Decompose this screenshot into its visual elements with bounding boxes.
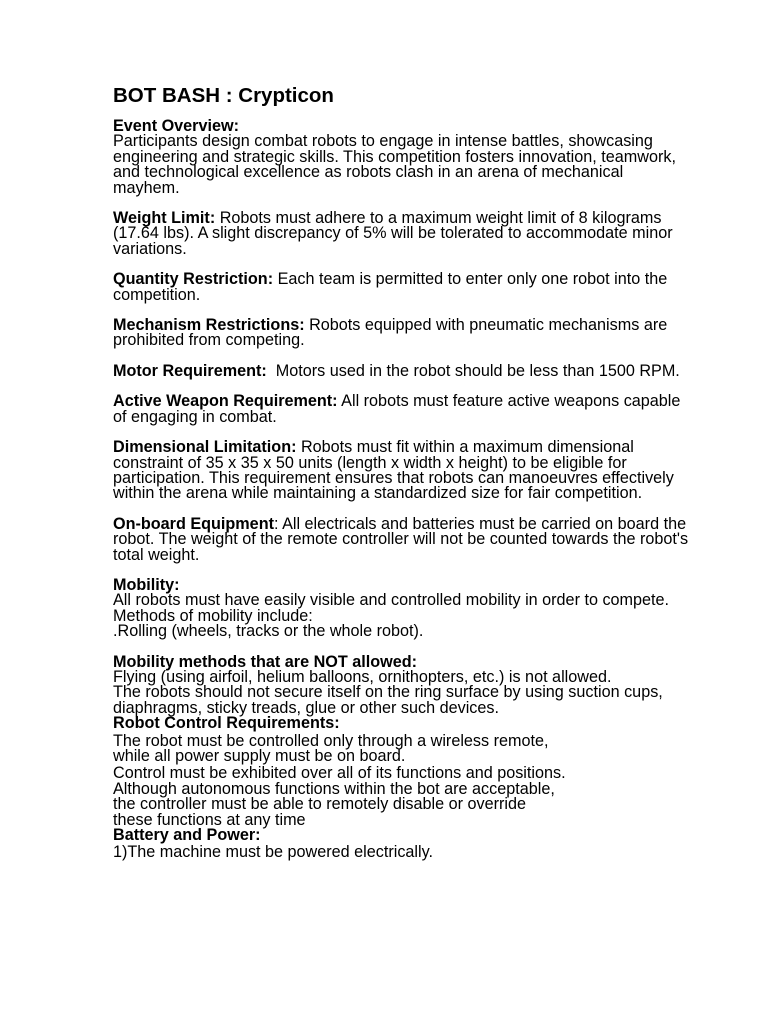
section-label: Mobility methods that are NOT allowed: xyxy=(113,652,417,671)
section-label: Robot Control Requirements: xyxy=(113,714,340,733)
section-onboard-equipment xyxy=(113,514,693,564)
section-label: Mechanism Restrictions: xyxy=(113,316,305,335)
document-page xyxy=(113,84,693,861)
section-mobility xyxy=(113,575,693,641)
section-label: Dimensional Limitation: xyxy=(113,438,297,457)
section-label: On-board Equipment xyxy=(113,514,274,533)
section-line: these functions at any time xyxy=(113,810,306,829)
section-text: All robots must feature active weapons capable of engaging in combat. xyxy=(113,392,681,426)
section-label: Active Weapon Requirement: xyxy=(113,392,338,411)
section-mobility-not-allowed xyxy=(113,652,693,717)
section-event-overview xyxy=(113,119,693,196)
document-title: BOT BASH : Crypticon xyxy=(113,84,334,107)
section-text: Robots equipped with pneumatic mechanisms are prohibited from competing. xyxy=(113,316,668,350)
section-line: The robots should not secure itself on the ring surface by using suction cups, diaphragms, sticky treads, glue or other such devices. xyxy=(113,683,663,717)
section-label: Quantity Restriction: xyxy=(113,270,274,289)
section-text: Participants design combat robots to engage in intense battles, showcasing engineering and strategic skills. This competition fosters innovation, teamwork, and technological excellence as robots clash in an arena of mechanical mayhem. xyxy=(113,132,676,197)
section-robot-control xyxy=(113,716,693,828)
section-motor-requirement xyxy=(113,361,693,380)
section-label: Event Overview: xyxy=(113,117,239,135)
section-line: Although autonomous functions within the bot are acceptable, xyxy=(113,779,555,798)
section-line: The robot must be controlled only through a wireless remote, xyxy=(113,731,549,750)
section-line: .Rolling (wheels, tracks or the whole robot). xyxy=(113,622,424,641)
section-line: the controller must be able to remotely disable or override xyxy=(113,795,526,814)
section-battery-power xyxy=(113,828,693,861)
section-weight-limit xyxy=(113,211,693,257)
section-line: while all power supply must be on board. xyxy=(113,747,406,765)
section-label: Mobility: xyxy=(113,575,180,594)
section-mechanism-restrictions xyxy=(113,318,693,349)
section-text: Each team is permitted to enter only one robot into the competition. xyxy=(113,270,668,304)
section-quantity-restriction xyxy=(113,272,693,303)
section-line: Flying (using airfoil, helium balloons, ornithopters, etc.) is not allowed. xyxy=(113,667,612,686)
section-text: Robots must adhere to a maximum weight limit of 8 kilograms (17.64 lbs). A slight discrepancy of 5% will be tolerated to accommodate minor variations. xyxy=(113,209,673,258)
section-dimensional-limitation xyxy=(113,440,693,502)
section-text: Robots must fit within a maximum dimensional constraint of 35 x 35 x 50 units (length x width x height) to be eligible for participation. This requirement ensures that robots can manoeuvres effectively within the arena while maintaining a standardized size for fair competition. xyxy=(113,438,674,503)
section-line: 1)The machine must be powered electrically. xyxy=(113,843,433,862)
section-active-weapon xyxy=(113,394,693,425)
section-text: : All electricals and batteries must be carried on board the robot. The weight of the remote controller will not be counted towards the robot's total weight. xyxy=(113,514,689,564)
section-label: Motor Requirement: xyxy=(113,361,267,380)
section-line: Control must be exhibited over all of its functions and positions. xyxy=(113,764,566,783)
section-label: Weight Limit: xyxy=(113,209,216,228)
section-text: Motors used in the robot should be less than 1500 RPM. xyxy=(266,361,680,380)
section-line: All robots must have easily visible and controlled mobility in order to compete. Methods of mobility include: xyxy=(113,591,670,625)
section-label: Battery and Power: xyxy=(113,826,261,845)
